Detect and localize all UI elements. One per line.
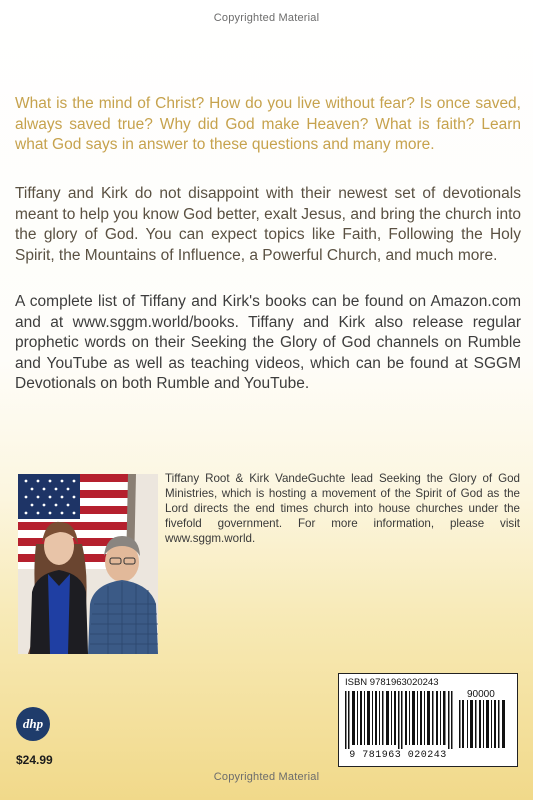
blurb-paragraph-books: A complete list of Tiffany and Kirk's books can be found on Amazon.com and at www.sggm.world/books. Tiffany and Kirk also release regular prophetic words on their Seeking the Glory of God channels on Rumble and YouTube as well as teaching videos, which can be found at SGGM Devotionals on both Rumble and YouTube. <box>15 293 521 392</box>
blurb-paragraph-devotionals: Tiffany and Kirk do not disappoint with their newest set of devotionals meant to help you know God better, exalt Jesus, and bring the church into the glory of God. You can expect topics like Faith, Following the Holy Spirit, the Mountains of Influence, a Powerful Church, and much more. <box>15 185 521 264</box>
price: $24.99 <box>16 753 53 767</box>
copyright-bottom: Copyrighted Material <box>213 771 320 783</box>
addon-barcode-bars <box>459 700 509 748</box>
author-photo <box>18 474 158 654</box>
isbn-label: ISBN 9781963020243 <box>345 677 439 688</box>
author-bio: Tiffany Root & Kirk VandeGuchte lead Seeking the Glory of God Ministries, which is hosting a movement of the Spirit of God as the Lord directs the end times church into house churches under the fivefold government. For more information, please visit www.sggm.world. <box>165 472 520 545</box>
copyright-top: Copyrighted Material <box>213 12 320 24</box>
isbn-digits: 9 781963 020243 <box>349 750 447 761</box>
isbn-barcode <box>338 673 518 767</box>
publisher-logo-text: dhp <box>22 716 44 731</box>
author-photo-image <box>18 474 158 654</box>
blurb-paragraph-questions: What is the mind of Christ? How do you live without fear? Is once saved, always saved true? Why did God make Heaven? What is faith? Learn what God says in answer to these questions and many more. <box>15 95 521 153</box>
barcode-bars <box>345 691 455 749</box>
price-code: 90000 <box>467 689 495 700</box>
publisher-logo <box>16 707 50 741</box>
